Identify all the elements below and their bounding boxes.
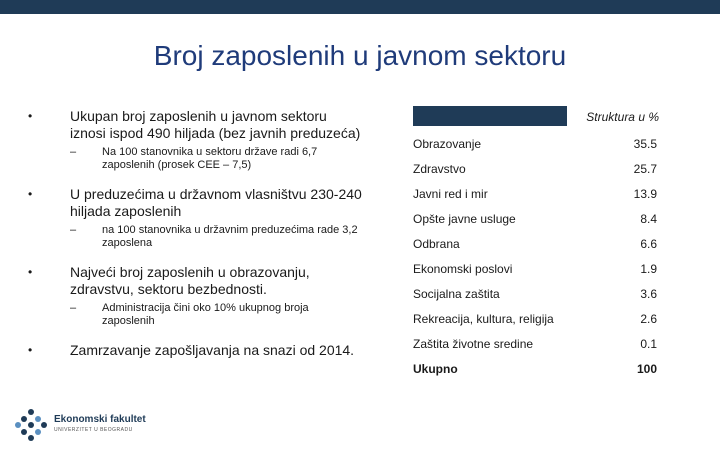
row-label: Opšte javne usluge (413, 212, 516, 226)
row-value: 13.9 (633, 187, 657, 201)
row-value: 3.6 (640, 287, 657, 301)
row-value: 8.4 (640, 212, 657, 226)
logo-dots-icon (14, 408, 48, 442)
row-label: Socijalna zaštita (413, 287, 500, 301)
bullet-group (28, 264, 363, 328)
bullet-marker: • (28, 187, 33, 201)
slide-title: Broj zaposlenih u javnom sektoru (153, 40, 567, 71)
university-logo (14, 408, 146, 442)
bullet-text: Najveći broj zaposlenih u obrazovanju, zdravstvu, sektoru bezbednosti. (70, 264, 310, 297)
row-value: 0.1 (640, 337, 657, 351)
table-row (413, 201, 659, 226)
table-header (413, 106, 659, 126)
table-row (413, 276, 659, 301)
bullet-group (28, 108, 363, 172)
sub-bullet-item (70, 146, 363, 172)
row-label: Zdravstvo (413, 162, 466, 176)
structure-table (413, 106, 659, 376)
bullet-item (28, 108, 363, 142)
row-value: 1.9 (640, 262, 657, 276)
bullet-text: Ukupan broj zaposlenih u javnom sektoru iznosi ispod 490 hiljada (bez javnih preduzeća) (70, 108, 361, 141)
logo-text (54, 414, 146, 436)
row-value: 2.6 (640, 312, 657, 326)
bullet-item (28, 342, 363, 359)
table-row (413, 251, 659, 276)
row-label: Obrazovanje (413, 137, 482, 151)
bullet-marker: • (28, 109, 33, 123)
sub-bullet-text: Na 100 stanovnika u sektoru države radi 6,7 zaposlenih (prosek CEE – 7,5) (102, 146, 318, 171)
table-row (413, 301, 659, 326)
total-value: 100 (636, 362, 657, 376)
bullet-item (28, 186, 363, 220)
bullet-marker: • (28, 343, 33, 357)
dash-marker: – (70, 302, 77, 314)
sub-bullet-text: na 100 stanovnika u državnim preduzećima rade 3,2 zaposlena (102, 224, 358, 249)
bullet-item (28, 264, 363, 298)
sub-bullet-text: Administracija čini oko 10% ukupnog broja zaposlenih (102, 302, 309, 327)
row-value: 25.7 (633, 162, 657, 176)
bullet-marker: • (28, 265, 33, 279)
bullet-group (28, 342, 363, 359)
table-header-label: Struktura u % (586, 110, 659, 124)
logo-name: Ekonomski fakultet (54, 414, 146, 425)
table-row (413, 326, 659, 351)
row-value: 6.6 (640, 237, 657, 251)
total-label: Ukupno (413, 362, 458, 376)
top-bar (0, 0, 720, 14)
bullet-text: Zamrzavanje zapošljavanja na snazi od 2014. (70, 342, 355, 358)
bullet-list (28, 108, 363, 373)
dash-marker: – (70, 146, 77, 158)
table-row (413, 151, 659, 176)
row-label: Odbrana (413, 237, 460, 251)
sub-bullet-item (70, 302, 363, 328)
bullet-group (28, 186, 363, 250)
row-label: Ekonomski poslovi (413, 262, 513, 276)
row-value: 35.5 (633, 137, 657, 151)
table-row (413, 226, 659, 251)
row-label: Rekreacija, kultura, religija (413, 312, 554, 326)
table-row (413, 126, 659, 151)
table-header-bar (413, 106, 567, 126)
row-label: Zaštita životne sredine (413, 337, 534, 351)
table-row (413, 176, 659, 201)
logo-subtitle: UNIVERZITET U BEOGRADU (54, 427, 133, 433)
sub-bullet-item (70, 224, 363, 250)
bullet-text: U preduzećima u državnom vlasništvu 230-240 hiljada zaposlenih (70, 186, 362, 219)
dash-marker: – (70, 224, 77, 236)
table-total-row (413, 351, 659, 376)
row-label: Javni red i mir (413, 187, 488, 201)
